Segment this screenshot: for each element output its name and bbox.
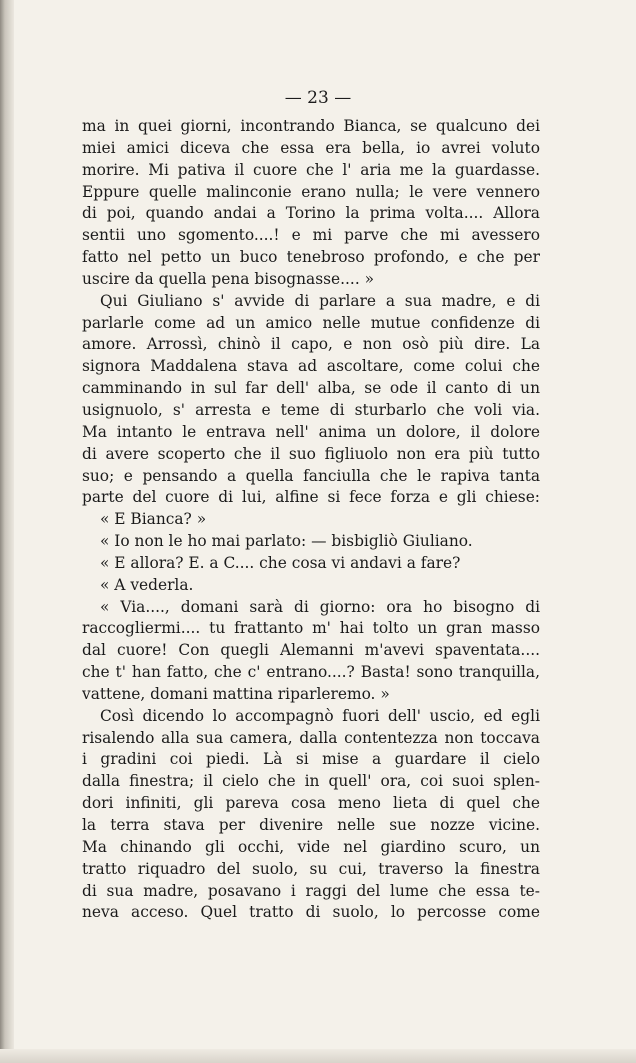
text-line: di avere scoperto che il suo figliuolo non era più tutto xyxy=(82,444,540,463)
text-line: risalendo alla sua camera, dalla contentezza non toccava xyxy=(82,728,540,747)
text-line: suo; e pensando a quella fanciulla che le rapiva tanta xyxy=(82,466,540,485)
text-line: raccogliermi.... tu frattanto m' hai tolto un gran masso xyxy=(82,619,540,638)
text-line: « A vederla. xyxy=(100,575,194,594)
text-line: la terra stava per divenire nelle sue nozze vicine. xyxy=(82,816,540,834)
body-text xyxy=(82,116,540,924)
text-line: di sua madre, posavano i raggi del lume che essa te- xyxy=(82,881,540,900)
page-bottom-edge xyxy=(0,1049,636,1063)
text-line: dal cuore! Con quegli Alemanni m'avevi spaventata.... xyxy=(82,641,540,660)
binding-shadow xyxy=(0,0,14,1063)
text-line: morire. Mi pativa il cuore che l' aria me la guardasse. xyxy=(82,160,540,179)
text-line: tratto riquadro del suolo, su cui, traverso la finestra xyxy=(82,859,540,878)
text-line: neva acceso. Quel tratto di suolo, lo percosse come xyxy=(82,903,540,922)
text-line: parte del cuore di lui, alfine si fece forza e gli chiese: xyxy=(82,488,540,507)
text-line: usignuolo, s' arresta e teme di sturbarlo che voli via. xyxy=(82,400,540,419)
text-line: Qui Giuliano s' avvide di parlare a sua madre, e di xyxy=(100,291,540,310)
page-number: — 23 — xyxy=(284,88,352,108)
text-line: Eppure quelle malinconie erano nulla; le vere vennero xyxy=(82,182,540,201)
text-line: Ma intanto le entrava nell' anima un dolore, il dolore xyxy=(82,422,540,441)
text-line: camminando in sul far dell' alba, se ode il canto di un xyxy=(82,379,540,398)
text-line: uscire da quella pena bisognasse.... » xyxy=(82,269,375,288)
text-line: i gradini coi piedi. Là si mise a guardare il cielo xyxy=(82,750,540,769)
text-line: « E Bianca? » xyxy=(100,510,207,529)
text-line: Ma chinando gli occhi, vide nel giardino scuro, un xyxy=(82,837,540,856)
text-line: che t' han fatto, che c' entrano....? Basta! sono tranquilla, xyxy=(82,663,540,682)
text-line: « Via...., domani sarà di giorno: ora ho bisogno di xyxy=(100,597,540,616)
text-line: Così dicendo lo accompagnò fuori dell' uscio, ed egli xyxy=(100,706,540,725)
text-line: « Io non le ho mai parlato: — bisbigliò Giuliano. xyxy=(100,532,473,551)
text-line: sentii uno sgomento....! e mi parve che mi avessero xyxy=(82,226,540,245)
text-line: dori infiniti, gli pareva cosa meno lieta di quel che xyxy=(82,794,540,813)
text-line: dalla finestra; il cielo che in quell' ora, coi suoi splen- xyxy=(82,772,540,791)
text-line: vattene, domani mattina riparleremo. » xyxy=(82,684,390,703)
text-line: parlarle come ad un amico nelle mutue confidenze di xyxy=(82,313,540,332)
text-line: di poi, quando andai a Torino la prima volta.... Allora xyxy=(82,204,540,223)
text-line: amore. Arrossì, chinò il capo, e non osò più dire. La xyxy=(82,335,540,354)
text-line: signora Maddalena stava ad ascoltare, come colui che xyxy=(82,357,540,376)
text-line: ma in quei giorni, incontrando Bianca, se qualcuno dei xyxy=(82,117,540,135)
text-line: fatto nel petto un buco tenebroso profondo, e che per xyxy=(82,248,540,267)
text-line: miei amici diceva che essa era bella, io avrei voluto xyxy=(82,138,540,157)
text-line: « E allora? E. a C.... che cosa vi andavi a fare? xyxy=(100,553,461,572)
